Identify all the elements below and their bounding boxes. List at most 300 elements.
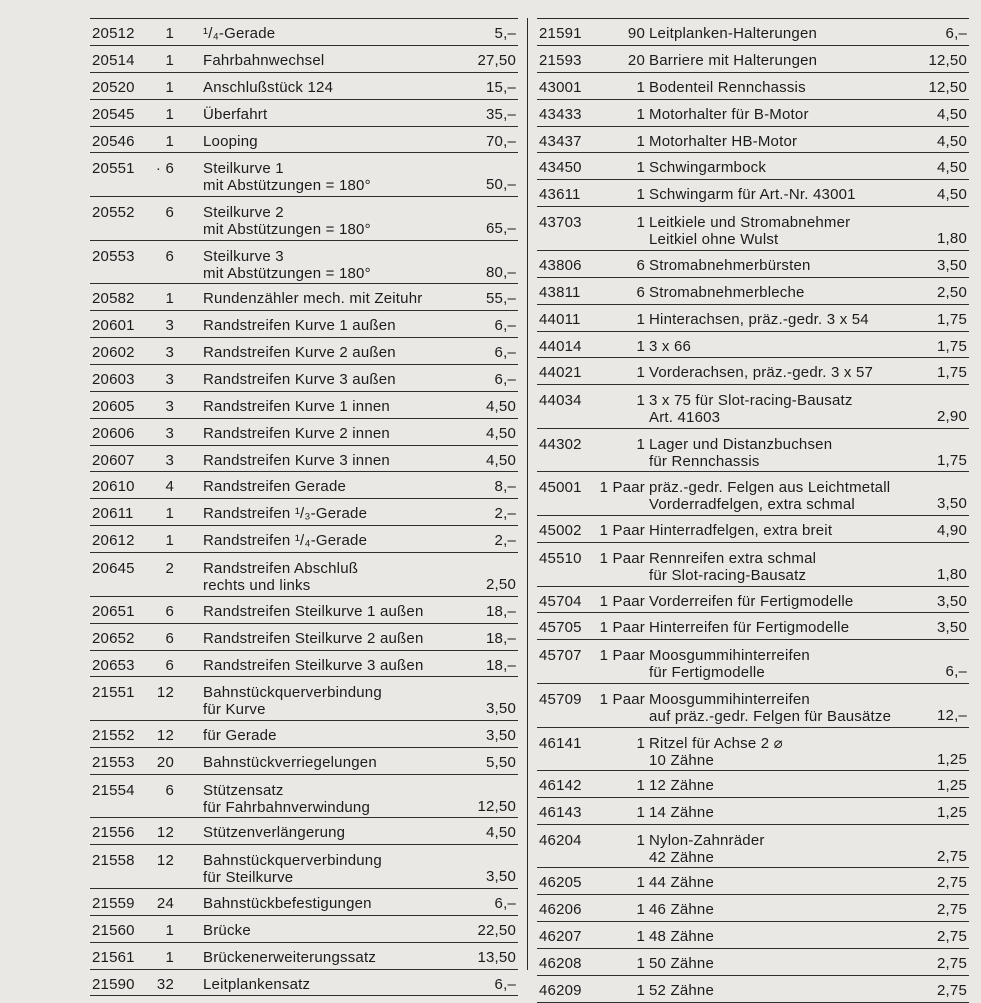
table-row <box>90 241 518 285</box>
article-number: 21559 <box>92 894 135 912</box>
table-row <box>90 651 518 678</box>
description <box>203 684 382 718</box>
table-row <box>90 365 518 392</box>
quantity: 1 <box>636 392 645 410</box>
description <box>203 657 424 674</box>
article-number: 46141 <box>539 734 582 752</box>
description <box>649 311 869 328</box>
description-line: Barriere mit Halterungen <box>649 51 818 69</box>
description-line: mit Abstützungen = 180° <box>203 177 371 195</box>
article-number: 46142 <box>539 777 582 795</box>
article-number: 21560 <box>92 921 135 939</box>
quantity: 6 <box>636 283 645 301</box>
price: 22,50 <box>477 921 516 939</box>
article-number: 46204 <box>539 831 582 849</box>
table-row <box>90 284 518 311</box>
description-line: Looping <box>203 132 258 150</box>
price: 1,75 <box>937 364 967 382</box>
quantity: 1 <box>636 804 645 821</box>
price: 4,50 <box>937 132 967 150</box>
description-line: für Kurve <box>203 701 266 719</box>
table-row <box>90 73 518 100</box>
table-row <box>90 472 518 499</box>
price: 12,50 <box>928 78 967 96</box>
description <box>203 532 367 549</box>
quantity: 1 Paar <box>599 522 645 540</box>
quantity: 1 <box>636 337 645 355</box>
quantity: 1 <box>165 948 174 966</box>
price: 27,50 <box>477 51 516 69</box>
table-row <box>537 976 969 1003</box>
description-line: Stützensatz <box>203 781 284 799</box>
quantity: 1 Paar <box>599 592 645 610</box>
description <box>203 52 324 69</box>
description-line: rechts und links <box>203 577 311 595</box>
quantity: 3 <box>165 424 174 442</box>
price: 35,– <box>486 105 516 123</box>
table-row <box>90 597 518 624</box>
quantity: 20 <box>156 753 174 771</box>
description-line: 52 Zähne <box>649 982 714 1000</box>
description-line: für Gerade <box>203 727 277 744</box>
description-line: Schwingarm für Art.-Nr. 43001 <box>649 186 856 204</box>
price: 4,90 <box>937 522 967 540</box>
quantity: 1 <box>636 186 645 204</box>
description-line: mit Abstützungen = 180° <box>203 221 371 239</box>
description-line: Randstreifen Kurve 3 außen <box>203 370 396 388</box>
article-number: 21590 <box>92 975 135 993</box>
article-number: 21554 <box>92 781 135 799</box>
table-row <box>90 100 518 127</box>
price: 1,75 <box>937 310 967 328</box>
description-line: Bahnstückquerverbindung <box>203 852 382 870</box>
price: 80,– <box>486 263 516 281</box>
article-number: 21551 <box>92 684 135 702</box>
article-number: 43611 <box>539 186 581 204</box>
description <box>649 338 691 355</box>
quantity: 3 <box>165 370 174 388</box>
description-line: Hinterreifen für Fertigmodelle <box>649 619 850 637</box>
description-line: Leitplankensatz <box>203 975 311 993</box>
table-row <box>537 332 969 359</box>
description-line: Steilkurve 2 <box>203 204 284 222</box>
article-number: 20602 <box>92 344 135 362</box>
description <box>649 901 714 918</box>
quantity: 1 <box>165 51 174 69</box>
price: 3,50 <box>937 592 967 610</box>
description-line: 44 Zähne <box>649 874 714 892</box>
article-number: 21561 <box>92 948 135 966</box>
quantity: · 6 <box>155 160 174 178</box>
price: 6,– <box>494 894 516 912</box>
description-line: Leitkiel ohne Wulst <box>649 231 779 249</box>
quantity: 1 <box>165 921 174 939</box>
table-row <box>90 446 518 473</box>
description <box>649 392 853 426</box>
article-number: 46207 <box>539 928 582 946</box>
quantity: 1 <box>636 777 645 795</box>
price: 5,50 <box>486 753 516 771</box>
description-line: Randstreifen Kurve 1 außen <box>203 317 396 335</box>
price: 3,50 <box>486 727 516 744</box>
table-row <box>90 624 518 651</box>
article-number: 45705 <box>539 619 582 637</box>
table-row <box>90 721 518 748</box>
quantity: 6 <box>165 204 174 222</box>
description <box>203 824 345 841</box>
article-number: 43811 <box>539 283 581 301</box>
article-number: 20652 <box>92 629 135 647</box>
description-line: Moosgummihinterreifen <box>649 647 810 665</box>
description-line: Motorhalter HB-Motor <box>649 132 798 150</box>
quantity: 1 <box>636 310 645 328</box>
article-number: 43703 <box>539 214 582 232</box>
price: 12,50 <box>477 797 516 815</box>
table-row <box>537 73 969 100</box>
table-row <box>537 613 969 640</box>
description-line: 42 Zähne <box>649 848 714 866</box>
price: 55,– <box>486 290 516 308</box>
table-row <box>537 278 969 305</box>
description <box>649 691 891 725</box>
quantity: 1 Paar <box>599 690 645 708</box>
description-line: Bahnstückquerverbindung <box>203 684 382 702</box>
price: 8,– <box>494 478 516 496</box>
quantity: 1 <box>165 132 174 150</box>
quantity: 1 Paar <box>599 549 645 567</box>
description <box>203 133 258 150</box>
table-row <box>537 180 969 207</box>
price: 13,50 <box>477 948 516 966</box>
quantity: 12 <box>156 852 174 870</box>
quantity: 1 <box>165 532 174 550</box>
table-row <box>537 207 969 251</box>
quantity: 1 <box>636 874 645 892</box>
description-line: Anschlußstück 124 <box>203 78 334 96</box>
article-number: 21553 <box>92 753 135 771</box>
description-line: Stromabnehmerbleche <box>649 283 805 301</box>
description-line: für Fertigmodelle <box>649 664 765 682</box>
description-line: Rennreifen extra schmal <box>649 549 817 567</box>
description-line: Randstreifen Gerade <box>203 478 347 496</box>
table-row <box>537 472 969 516</box>
quantity: 3 <box>165 397 174 415</box>
price: 2,50 <box>937 283 967 301</box>
article-number: 44302 <box>539 435 582 453</box>
article-number: 43433 <box>539 105 582 123</box>
description <box>649 214 850 248</box>
price: 3,50 <box>937 619 967 637</box>
description <box>649 522 832 539</box>
description-line: Stromabnehmerbürsten <box>649 256 811 274</box>
price: 6,– <box>945 25 967 42</box>
description <box>203 727 277 744</box>
table-row <box>537 771 969 798</box>
quantity: 6 <box>165 602 174 620</box>
description <box>649 550 816 584</box>
price: 18,– <box>486 656 516 674</box>
article-number: 21552 <box>92 727 135 744</box>
quantity: 1 Paar <box>599 619 645 637</box>
description-line: Vorderachsen, präz.-gedr. 3 x 57 <box>649 364 874 382</box>
description-line: Steilkurve 1 <box>203 160 284 178</box>
article-number: 21558 <box>92 852 135 870</box>
quantity: 1 <box>636 105 645 123</box>
description <box>203 425 390 442</box>
article-number: 20610 <box>92 478 135 496</box>
quantity: 1 <box>636 955 645 973</box>
table-row <box>90 311 518 338</box>
table-row <box>90 677 518 721</box>
article-number: 44014 <box>539 337 582 355</box>
quantity: 1 <box>636 982 645 1000</box>
article-number: 45002 <box>539 522 582 540</box>
article-number: 21593 <box>539 51 582 69</box>
description <box>649 874 714 891</box>
article-number: 20653 <box>92 656 135 674</box>
description-line: Randstreifen Abschluß <box>203 560 359 578</box>
description <box>203 505 367 522</box>
price: 3,50 <box>937 495 967 513</box>
description <box>649 79 806 96</box>
article-number: 46205 <box>539 874 582 892</box>
description-line: 3 x 66 <box>649 337 692 355</box>
description <box>649 186 856 203</box>
description <box>649 52 817 69</box>
article-number: 20605 <box>92 397 135 415</box>
quantity: 24 <box>156 894 174 912</box>
table-row <box>90 889 518 916</box>
description-line: Überfahrt <box>203 105 268 123</box>
table-row <box>537 587 969 614</box>
price: 2,– <box>494 532 516 550</box>
table-row <box>537 825 969 869</box>
description-line: Brücke <box>203 921 251 939</box>
table-row <box>90 499 518 526</box>
description-line: Leitkiele und Stromabnehmer <box>649 214 851 232</box>
description-line: Randstreifen Steilkurve 1 außen <box>203 602 424 620</box>
table-row <box>537 728 969 772</box>
description <box>203 452 390 469</box>
description <box>203 290 422 307</box>
description-line: mit Abstützungen = 180° <box>203 264 371 282</box>
description-line: Vorderradfelgen, extra schmal <box>649 496 855 514</box>
table-row <box>90 392 518 419</box>
description-line: Brückenerweiterungssatz <box>203 948 377 966</box>
table-row <box>537 895 969 922</box>
description-line: Steilkurve 3 <box>203 247 284 265</box>
description-line: Nylon-Zahnräder <box>649 831 765 849</box>
price: 1,25 <box>937 804 967 821</box>
quantity: 1 <box>165 505 174 523</box>
quantity: 2 <box>165 560 174 578</box>
table-row <box>90 775 518 819</box>
price: 1,75 <box>937 337 967 355</box>
description-line: Vorderreifen für Fertigmodelle <box>649 592 854 610</box>
article-number: 20551 <box>92 160 135 178</box>
description <box>649 106 809 123</box>
quantity: 1 <box>636 364 645 382</box>
quantity: 1 <box>636 928 645 946</box>
article-number: 20546 <box>92 132 135 150</box>
price: 2,75 <box>937 955 967 973</box>
description-line: für Steilkurve <box>203 869 294 887</box>
description-line: 48 Zähne <box>649 928 714 946</box>
article-number: 43450 <box>539 159 582 177</box>
description <box>203 25 275 42</box>
article-number: 20552 <box>92 204 135 222</box>
table-row <box>537 798 969 825</box>
article-number: 20601 <box>92 317 135 335</box>
description <box>203 344 396 361</box>
table-row <box>537 543 969 587</box>
table-row <box>537 516 969 543</box>
description <box>649 955 714 972</box>
quantity: 20 <box>627 51 645 69</box>
quantity: 4 <box>165 478 174 496</box>
description-line: Rundenzähler mech. mit Zeituhr <box>203 290 423 308</box>
quantity: 3 <box>165 451 174 469</box>
quantity: 3 <box>165 344 174 362</box>
article-number: 20514 <box>92 51 135 69</box>
table-row <box>537 684 969 728</box>
article-number: 43437 <box>539 132 582 150</box>
price: 2,– <box>494 505 516 523</box>
description-line: Randstreifen Kurve 2 innen <box>203 424 390 442</box>
quantity: 1 <box>165 290 174 308</box>
description <box>203 630 424 647</box>
description <box>203 160 371 194</box>
description-line: 3 x 75 für Slot-racing-Bausatz <box>649 392 853 410</box>
description-line: Bodenteil Rennchassis <box>649 78 806 96</box>
price: 3,50 <box>486 700 516 718</box>
description-line: 12 Zähne <box>649 777 714 795</box>
description-line: Motorhalter für B-Motor <box>649 105 809 123</box>
quantity: 1 <box>636 831 645 849</box>
article-number: 43806 <box>539 256 582 274</box>
description-line: Randstreifen Steilkurve 3 außen <box>203 656 424 674</box>
description-line: Moosgummihinterreifen <box>649 690 810 708</box>
article-number: 45704 <box>539 592 582 610</box>
article-number: 20607 <box>92 451 135 469</box>
description <box>649 982 714 999</box>
description <box>203 852 382 886</box>
description <box>649 832 765 866</box>
table-row <box>537 251 969 278</box>
article-number: 20645 <box>92 560 135 578</box>
price: 18,– <box>486 602 516 620</box>
description <box>649 593 853 610</box>
description-line: präz.-gedr. Felgen aus Leichtmetall <box>649 479 891 497</box>
price: 4,50 <box>937 159 967 177</box>
description <box>649 735 783 769</box>
quantity: 90 <box>627 25 645 42</box>
description <box>649 284 805 301</box>
description <box>203 782 370 816</box>
price: 5,– <box>494 25 516 42</box>
description <box>203 371 396 388</box>
description-line: Bahnstückbefestigungen <box>203 894 372 912</box>
table-row <box>90 748 518 775</box>
price: 3,50 <box>486 868 516 886</box>
quantity: 32 <box>156 975 174 993</box>
description <box>203 317 396 334</box>
description <box>203 603 424 620</box>
quantity: 1 Paar <box>599 479 645 497</box>
table-row <box>90 127 518 154</box>
price: 6,– <box>945 663 967 681</box>
description-line: für Rennchassis <box>649 452 760 470</box>
quantity: 1 <box>165 78 174 96</box>
price: 3,50 <box>937 256 967 274</box>
article-number: 44011 <box>539 310 581 328</box>
table-row <box>90 19 518 46</box>
price: 2,75 <box>937 874 967 892</box>
table-row <box>537 868 969 895</box>
description-line: für Fahrbahnverwindung <box>203 798 370 816</box>
article-number: 45709 <box>539 690 582 708</box>
description-line: Randstreifen ¹/₄-Gerade <box>203 532 368 550</box>
description-line: 50 Zähne <box>649 955 714 973</box>
table-row <box>537 922 969 949</box>
table-row <box>90 419 518 446</box>
description <box>203 895 372 912</box>
article-number: 44021 <box>539 364 582 382</box>
price: 1,80 <box>937 230 967 248</box>
quantity: 1 <box>636 435 645 453</box>
description-line: Lager und Distanzbuchsen <box>649 435 833 453</box>
quantity: 12 <box>156 684 174 702</box>
description-line: Randstreifen Kurve 1 innen <box>203 397 390 415</box>
quantity: 3 <box>165 317 174 335</box>
quantity: 6 <box>165 781 174 799</box>
quantity: 1 <box>636 734 645 752</box>
table-row <box>90 197 518 241</box>
description <box>649 479 890 513</box>
table-row <box>537 127 969 154</box>
price: 2,90 <box>937 408 967 426</box>
description <box>203 106 267 123</box>
description <box>649 647 810 681</box>
price: 2,50 <box>486 576 516 594</box>
article-number: 20512 <box>92 25 135 42</box>
price: 2,75 <box>937 901 967 919</box>
article-number: 20520 <box>92 78 135 96</box>
article-number: 21591 <box>539 25 582 42</box>
price: 2,75 <box>937 928 967 946</box>
description-line: Ritzel für Achse 2 ⌀ <box>649 734 783 752</box>
table-row <box>537 640 969 684</box>
quantity: 6 <box>636 256 645 274</box>
quantity: 6 <box>165 247 174 265</box>
price: 18,– <box>486 629 516 647</box>
description <box>203 398 390 415</box>
price: 6,– <box>494 317 516 335</box>
table-row <box>90 153 518 197</box>
quantity: 6 <box>165 656 174 674</box>
price: 70,– <box>486 132 516 150</box>
description-line: Randstreifen Steilkurve 2 außen <box>203 629 424 647</box>
description <box>649 25 817 42</box>
description-line: Schwingarmbock <box>649 159 767 177</box>
price: 2,75 <box>937 847 967 865</box>
article-number: 44034 <box>539 392 582 410</box>
table-row <box>537 46 969 73</box>
price: 4,50 <box>937 186 967 204</box>
article-number: 20582 <box>92 290 135 308</box>
table-row <box>90 818 518 845</box>
table-row <box>537 19 969 46</box>
